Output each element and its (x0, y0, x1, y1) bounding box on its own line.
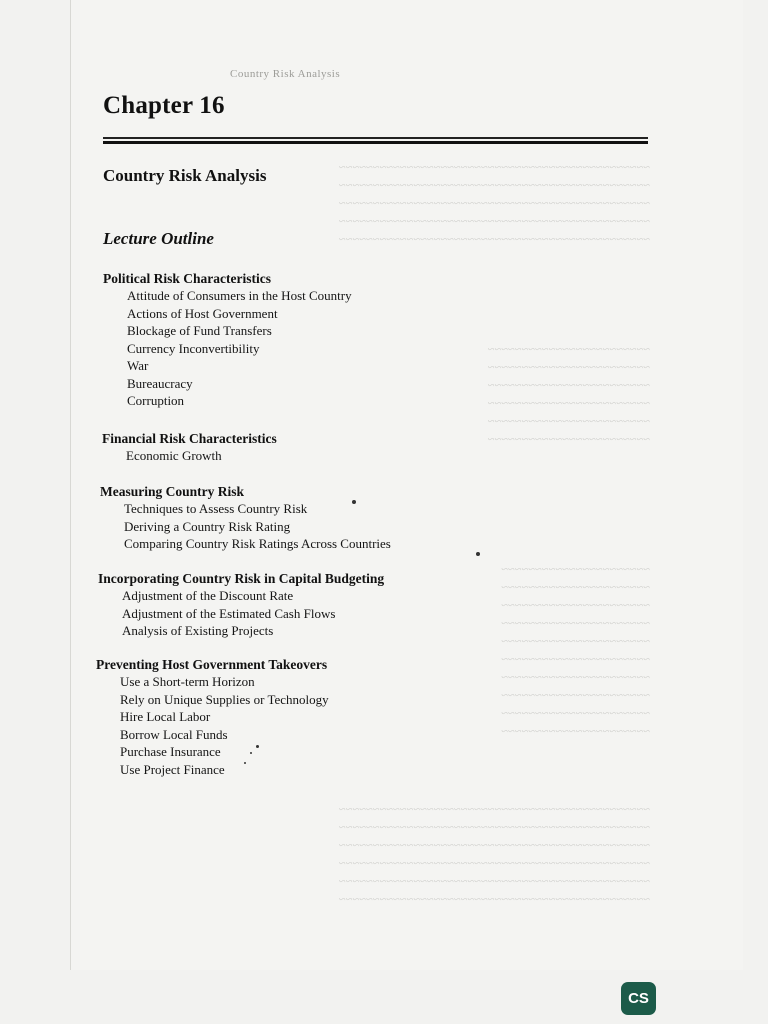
section-item: Actions of Host Government (127, 305, 278, 321)
scan-speck (250, 752, 252, 754)
section-item: Currency Inconvertibility (127, 340, 260, 356)
section-item: Techniques to Assess Country Risk (124, 501, 308, 516)
section-item: Economic Growth (126, 448, 222, 463)
outline-section (98, 570, 698, 640)
bleed-through-text: ~~~~~~~~~~~~~~~~~~~~~~~~~~~~~~~~~~~~~~~~~~~~~~ ~~~~~~~~~~~~~~~~~~~~~~~~~~~~~~~~~~~~~~~~~~~~~~ ~~~~~~~~~~~~~~~~~~~~~~~~~~~~~~~~~~~~~~~~~~~~~~ ~~~~~~~~~~~~~~~~~~~~~~~~~~~~~~~~~~~~~~~~~~~~~~ ~~~~~~~~~~~~~~~~~~~~~~~~~~~~~~~~~~~~~~~~~~~~~~ ~~~~~~~~~~~~~~~~~~~~~~~~~~~~~~~~~~~~~~~~~~~~~~ (338, 802, 650, 906)
section-item: Hire Local Labor (120, 709, 211, 724)
section-item: Blockage of Fund Transfers (127, 323, 272, 338)
section-item: Corruption (127, 393, 185, 408)
scan-speck (352, 500, 356, 504)
section-item: Deriving a Country Risk Rating (124, 518, 291, 534)
section-item: Analysis of Existing Projects (122, 623, 274, 638)
section-item: Adjustment of the Discount Rate (122, 588, 294, 603)
camscanner-logo-icon: CS (621, 982, 656, 1015)
document-title: Country Risk Analysis (103, 166, 267, 185)
divider-rule (103, 137, 648, 139)
running-head: Country Risk Analysis (230, 68, 341, 80)
bleed-through-text: ~~~~~~~~~~~~~~~~~~~~~~ ~~~~~~~~~~~~~~~~~~~~~~ ~~~~~~~~~~~~~~~~~~~~~~ ~~~~~~~~~~~~~~~~~~~~~~ ~~~~~~~~~~~~~~~~~~~~~~ ~~~~~~~~~~~~~~~~~~~~~~ ~~~~~~~~~~~~~~~~~~~~~~ ~~~~~~~~~~~~~~~~~~~~~~ ~~~~~~~~~~~~~~~~~~~~~~ ~~~~~~~~~~~~~~~~~~~~~~ (501, 562, 650, 738)
section-heading: Measuring Country Risk (100, 484, 245, 499)
section-item: Bureaucracy (127, 375, 193, 391)
section-item: Rely on Unique Supplies or Technology (120, 691, 329, 707)
section-heading: Financial Risk Characteristics (102, 431, 277, 446)
section-heading: Incorporating Country Risk in Capital Budgeting (98, 571, 385, 586)
scan-speck (244, 762, 246, 764)
section-heading: Preventing Host Government Takeovers (96, 657, 328, 672)
scan-speck (476, 552, 480, 556)
scan-speck (256, 745, 259, 748)
chapter-title: Chapter 16 (103, 92, 225, 119)
outline-section (96, 656, 696, 778)
section-item: Attitude of Consumers in the Host Country (127, 288, 352, 303)
bleed-through-text: ~~~~~~~~~~~~~~~~~~~~~~~~~~~~~~~~~~~~~~~~~~~~~~ ~~~~~~~~~~~~~~~~~~~~~~~~~~~~~~~~~~~~~~~~~~~~~~ ~~~~~~~~~~~~~~~~~~~~~~~~~~~~~~~~~~~~~~~~~~~~~~ ~~~~~~~~~~~~~~~~~~~~~~~~~~~~~~~~~~~~~~~~~~~~~~ ~~~~~~~~~~~~~~~~~~~~~~~~~~~~~~~~~~~~~~~~~~~~~~ (338, 160, 650, 246)
bleed-through-text: ~~~~~~~~~~~~~~~~~~~~~~~~ ~~~~~~~~~~~~~~~~~~~~~~~~ ~~~~~~~~~~~~~~~~~~~~~~~~ ~~~~~~~~~~~~~~~~~~~~~~~~ ~~~~~~~~~~~~~~~~~~~~~~~~ ~~~~~~~~~~~~~~~~~~~~~~~~ (487, 342, 650, 446)
section-item: War (127, 358, 149, 373)
section-item: Use a Short-term Horizon (120, 674, 255, 689)
outline-section (100, 483, 700, 553)
divider-rule (103, 141, 648, 144)
section-item: Borrow Local Funds (120, 726, 228, 742)
outline-section (102, 430, 702, 465)
section-item: Adjustment of the Estimated Cash Flows (122, 605, 336, 621)
section-item: Comparing Country Risk Ratings Across Countries (124, 536, 391, 551)
outline-section (103, 270, 703, 410)
section-item: Purchase Insurance (120, 744, 221, 759)
section-item: Use Project Finance (120, 761, 225, 777)
outline-title: Lecture Outline (103, 229, 214, 248)
section-heading: Political Risk Characteristics (103, 271, 271, 286)
